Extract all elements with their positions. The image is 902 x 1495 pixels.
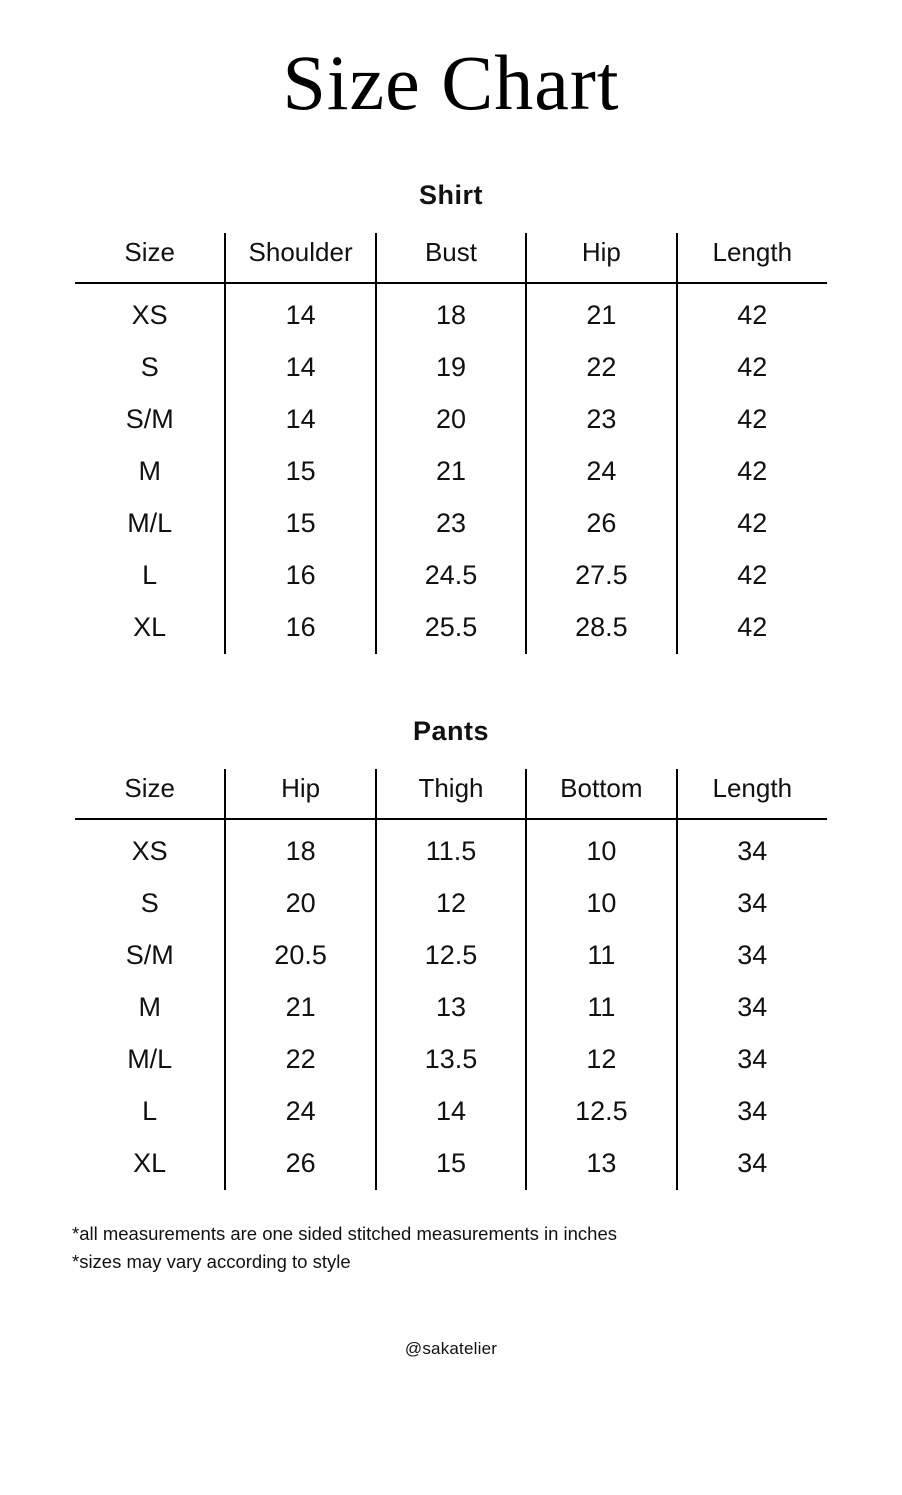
- cell-hip: 24: [526, 446, 676, 498]
- table-row: [75, 498, 827, 550]
- cell-hip: 21: [225, 982, 375, 1034]
- cell-bottom: 10: [526, 878, 676, 930]
- cell-hip: 24: [225, 1086, 375, 1138]
- cell-size: XL: [133, 1148, 167, 1179]
- column-header: Shoulder: [225, 233, 375, 283]
- cell-bust: 21: [376, 446, 526, 498]
- pants-table-body: [75, 819, 827, 1190]
- column-header: Bottom: [526, 769, 676, 819]
- table-row: [75, 819, 827, 878]
- table-row: [75, 446, 827, 498]
- cell-length: 42: [677, 283, 827, 342]
- shirt-size-table: [75, 233, 827, 654]
- cell-shoulder: 16: [225, 602, 375, 654]
- table-row: [75, 550, 827, 602]
- cell-size: M/L: [127, 508, 173, 539]
- cell-length: 34: [677, 930, 827, 982]
- notes-block: [72, 1220, 842, 1277]
- table-row: [75, 930, 827, 982]
- cell-bottom: 11: [526, 982, 676, 1034]
- table-row: [75, 394, 827, 446]
- cell-thigh: 13: [376, 982, 526, 1034]
- cell-size: S/M: [125, 940, 174, 971]
- table-row: [75, 1086, 827, 1138]
- cell-length: 34: [677, 878, 827, 930]
- cell-thigh: 15: [376, 1138, 526, 1190]
- cell-hip: 20: [225, 878, 375, 930]
- cell-size: S: [140, 888, 159, 919]
- column-header: Hip: [526, 233, 676, 283]
- cell-shoulder: 15: [225, 446, 375, 498]
- table-row: [75, 878, 827, 930]
- column-header: Thigh: [376, 769, 526, 819]
- cell-size: L: [142, 1096, 158, 1127]
- table-row: [75, 283, 827, 342]
- cell-hip: 22: [225, 1034, 375, 1086]
- cell-length: 42: [677, 342, 827, 394]
- cell-length: 42: [677, 394, 827, 446]
- cell-bottom: 13: [526, 1138, 676, 1190]
- shirt-table-body: [75, 283, 827, 654]
- cell-length: 34: [677, 1086, 827, 1138]
- cell-hip: 22: [526, 342, 676, 394]
- cell-size: L: [142, 560, 158, 591]
- table-row: [75, 1138, 827, 1190]
- column-header: Size: [75, 233, 225, 283]
- table-row: [75, 982, 827, 1034]
- cell-length: 42: [677, 446, 827, 498]
- cell-hip: 27.5: [526, 550, 676, 602]
- cell-bust: 19: [376, 342, 526, 394]
- cell-shoulder: 15: [225, 498, 375, 550]
- cell-length: 34: [677, 819, 827, 878]
- cell-hip: 23: [526, 394, 676, 446]
- column-header: Bust: [376, 233, 526, 283]
- cell-hip: 26: [526, 498, 676, 550]
- cell-hip: 26: [225, 1138, 375, 1190]
- social-handle: @sakatelier: [404, 1339, 498, 1359]
- cell-bust: 25.5: [376, 602, 526, 654]
- pants-size-table: [75, 769, 827, 1190]
- cell-size: M/L: [127, 1044, 173, 1075]
- pants-section-title: Pants: [412, 715, 490, 746]
- cell-size: XS: [131, 300, 168, 331]
- cell-length: 42: [677, 498, 827, 550]
- cell-length: 34: [677, 982, 827, 1034]
- cell-bottom: 10: [526, 819, 676, 878]
- column-header: Hip: [225, 769, 375, 819]
- table-row: [75, 602, 827, 654]
- table-header-row: [75, 233, 827, 283]
- table-header-row: [75, 769, 827, 819]
- cell-bust: 23: [376, 498, 526, 550]
- note-line: *all measurements are one sided stitched measurements in inches: [72, 1222, 618, 1244]
- cell-shoulder: 14: [225, 342, 375, 394]
- table-row: [75, 342, 827, 394]
- cell-size: M: [138, 456, 161, 487]
- shirt-section-title: Shirt: [418, 179, 483, 210]
- cell-bust: 18: [376, 283, 526, 342]
- column-header: Size: [75, 769, 225, 819]
- column-header: Length: [677, 769, 827, 819]
- cell-size: M: [138, 992, 161, 1023]
- cell-shoulder: 16: [225, 550, 375, 602]
- cell-hip: 18: [225, 819, 375, 878]
- cell-thigh: 14: [376, 1086, 526, 1138]
- table-row: [75, 1034, 827, 1086]
- cell-bottom: 12: [526, 1034, 676, 1086]
- cell-length: 34: [677, 1034, 827, 1086]
- cell-size: S/M: [125, 404, 174, 435]
- column-header: Length: [677, 233, 827, 283]
- note-line: *sizes may vary according to style: [72, 1251, 351, 1273]
- pants-table-header: [75, 769, 827, 819]
- cell-size: XL: [133, 612, 167, 643]
- cell-bottom: 11: [526, 930, 676, 982]
- cell-shoulder: 14: [225, 283, 375, 342]
- page-title: Size Chart: [282, 39, 620, 126]
- cell-thigh: 11.5: [376, 819, 526, 878]
- cell-length: 42: [677, 550, 827, 602]
- cell-length: 42: [677, 602, 827, 654]
- cell-bust: 24.5: [376, 550, 526, 602]
- cell-hip: 28.5: [526, 602, 676, 654]
- cell-size: XS: [131, 836, 168, 867]
- cell-thigh: 13.5: [376, 1034, 526, 1086]
- cell-thigh: 12.5: [376, 930, 526, 982]
- cell-size: S: [140, 352, 159, 383]
- cell-hip: 20.5: [225, 930, 375, 982]
- shirt-table-header: [75, 233, 827, 283]
- cell-thigh: 12: [376, 878, 526, 930]
- cell-bottom: 12.5: [526, 1086, 676, 1138]
- cell-shoulder: 14: [225, 394, 375, 446]
- cell-bust: 20: [376, 394, 526, 446]
- cell-length: 34: [677, 1138, 827, 1190]
- cell-hip: 21: [526, 283, 676, 342]
